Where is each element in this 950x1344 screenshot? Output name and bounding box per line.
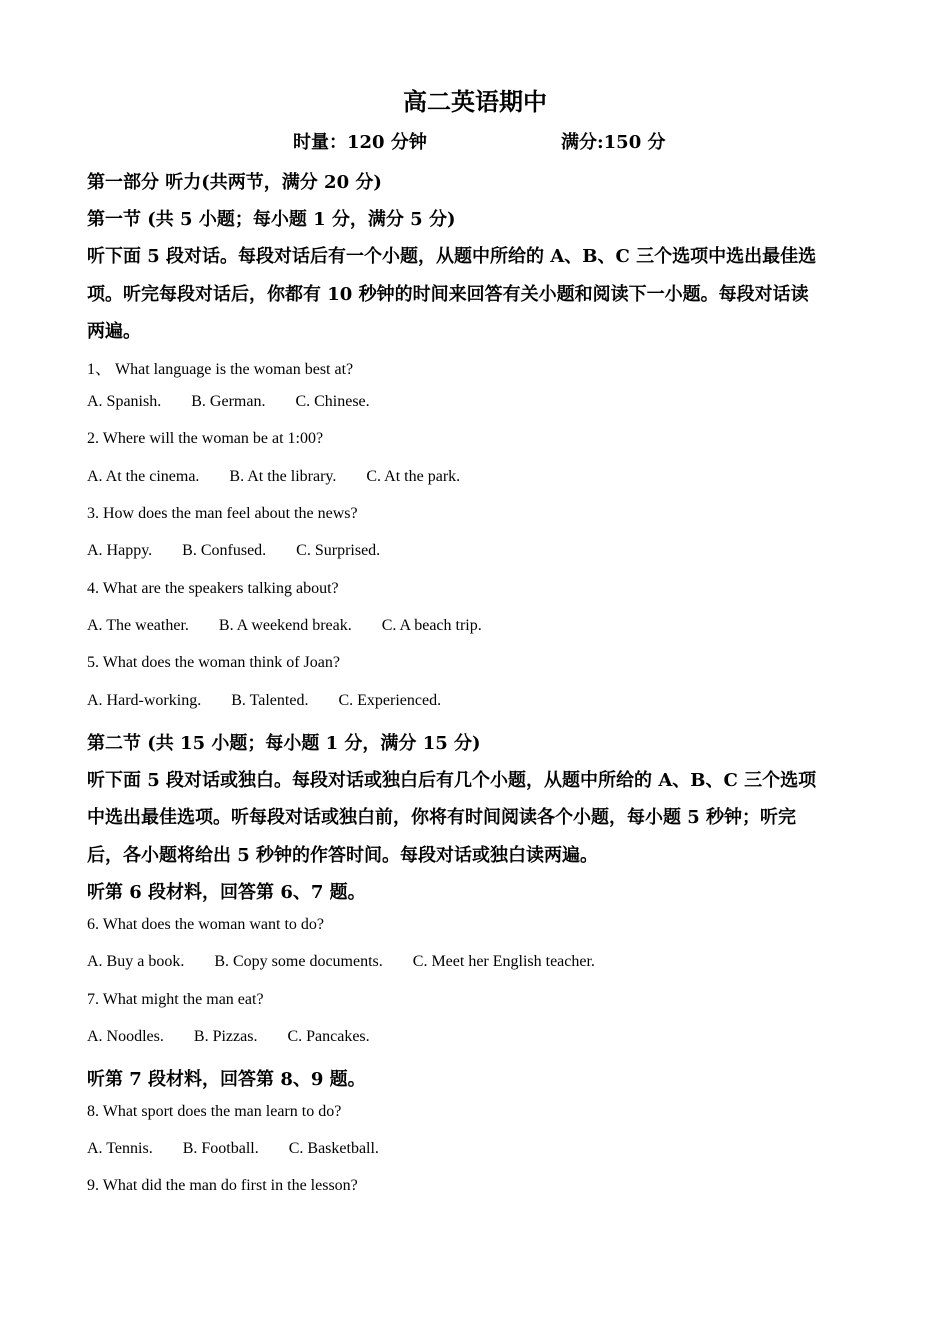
option-a: A. Happy. — [87, 542, 153, 559]
option-c: C. Experienced. — [338, 692, 442, 709]
section1-heading: 第一节 (共 5 小题；每小题 1 分，满分 5 分) — [87, 209, 456, 230]
option-c: C. Pancakes. — [287, 1028, 370, 1045]
option-b: B. Football. — [182, 1140, 259, 1157]
option-b: B. At the library. — [229, 468, 337, 485]
exam-total-score: 满分:150 分 — [561, 132, 666, 153]
section2-heading: 第二节 (共 15 小题；每小题 1 分，满分 15 分) — [87, 733, 481, 754]
question-1-options — [87, 393, 400, 411]
question-6: 6. What does the woman want to do? — [87, 916, 324, 933]
option-b: B. Pizzas. — [193, 1028, 258, 1045]
option-c: C. Meet her English teacher. — [412, 953, 595, 970]
option-b: B. Confused. — [182, 542, 267, 559]
question-7: 7. What might the man eat? — [87, 991, 264, 1008]
option-a: A. Hard-working. — [87, 692, 202, 709]
option-b: B. Talented. — [231, 692, 309, 709]
question-8: 8. What sport does the man learn to do? — [87, 1103, 342, 1120]
option-c: C. At the park. — [366, 468, 461, 485]
question-4-options — [87, 617, 512, 635]
option-a: A. Noodles. — [87, 1028, 164, 1045]
exam-title: 高二英语期中 — [403, 87, 547, 116]
material-6-heading: 听第 6 段材料，回答第 6、7 题。 — [87, 882, 366, 903]
section1-instructions-line: 听下面 5 段对话。每段对话后有一个小题，从题中所给的 A、B、C 三个选项中选出最佳选 — [87, 246, 817, 267]
section2-instructions-line: 听下面 5 段对话或独白。每段对话或独白后有几个小题，从题中所给的 A、B、C 三个选项 — [87, 770, 817, 791]
exam-time: 时量：120 分钟 — [293, 132, 427, 153]
option-c: C. A beach trip. — [381, 617, 482, 634]
section2-instructions-line: 中选出最佳选项。听每段对话或独白前，你将有时间阅读各个小题，每小题 5 秒钟；听完 — [87, 807, 797, 828]
option-a: A. At the cinema. — [87, 468, 200, 485]
section1-instructions-line: 项。听完每段对话后，你都有 10 秒钟的时间来回答有关小题和阅读下一小题。每段对话读 — [87, 284, 809, 305]
option-c: C. Basketball. — [288, 1140, 379, 1157]
question-6-options — [87, 953, 625, 971]
question-5: 5. What does the woman think of Joan? — [87, 654, 340, 671]
option-c: C. Surprised. — [296, 542, 381, 559]
question-7-options — [87, 1028, 400, 1046]
option-b: B. German. — [191, 393, 266, 410]
part1-heading: 第一部分 听力(共两节，满分 20 分) — [87, 172, 382, 193]
question-2: 2. Where will the woman be at 1:00? — [87, 430, 324, 447]
section2-instructions-line: 后，各小题将给出 5 秒钟的作答时间。每段对话或独白读两遍。 — [87, 845, 599, 866]
question-2-options — [87, 468, 490, 486]
option-b: B. A weekend break. — [218, 617, 352, 634]
option-a: A. The weather. — [87, 617, 189, 634]
option-a: A. Spanish. — [87, 393, 162, 410]
option-a: A. Buy a book. — [87, 953, 185, 970]
option-c: C. Chinese. — [295, 393, 370, 410]
question-3: 3. How does the man feel about the news? — [87, 505, 358, 522]
material-7-heading: 听第 7 段材料，回答第 8、9 题。 — [87, 1069, 366, 1090]
question-1: 1、 What language is the woman best at? — [87, 361, 354, 378]
question-8-options — [87, 1140, 409, 1158]
question-9: 9. What did the man do first in the lesson? — [87, 1177, 358, 1194]
question-4: 4. What are the speakers talking about? — [87, 580, 339, 597]
question-5-options — [87, 692, 471, 710]
section1-instructions-line: 两遍。 — [87, 321, 141, 342]
question-3-options — [87, 542, 410, 560]
option-a: A. Tennis. — [87, 1140, 153, 1157]
option-b: B. Copy some documents. — [214, 953, 383, 970]
